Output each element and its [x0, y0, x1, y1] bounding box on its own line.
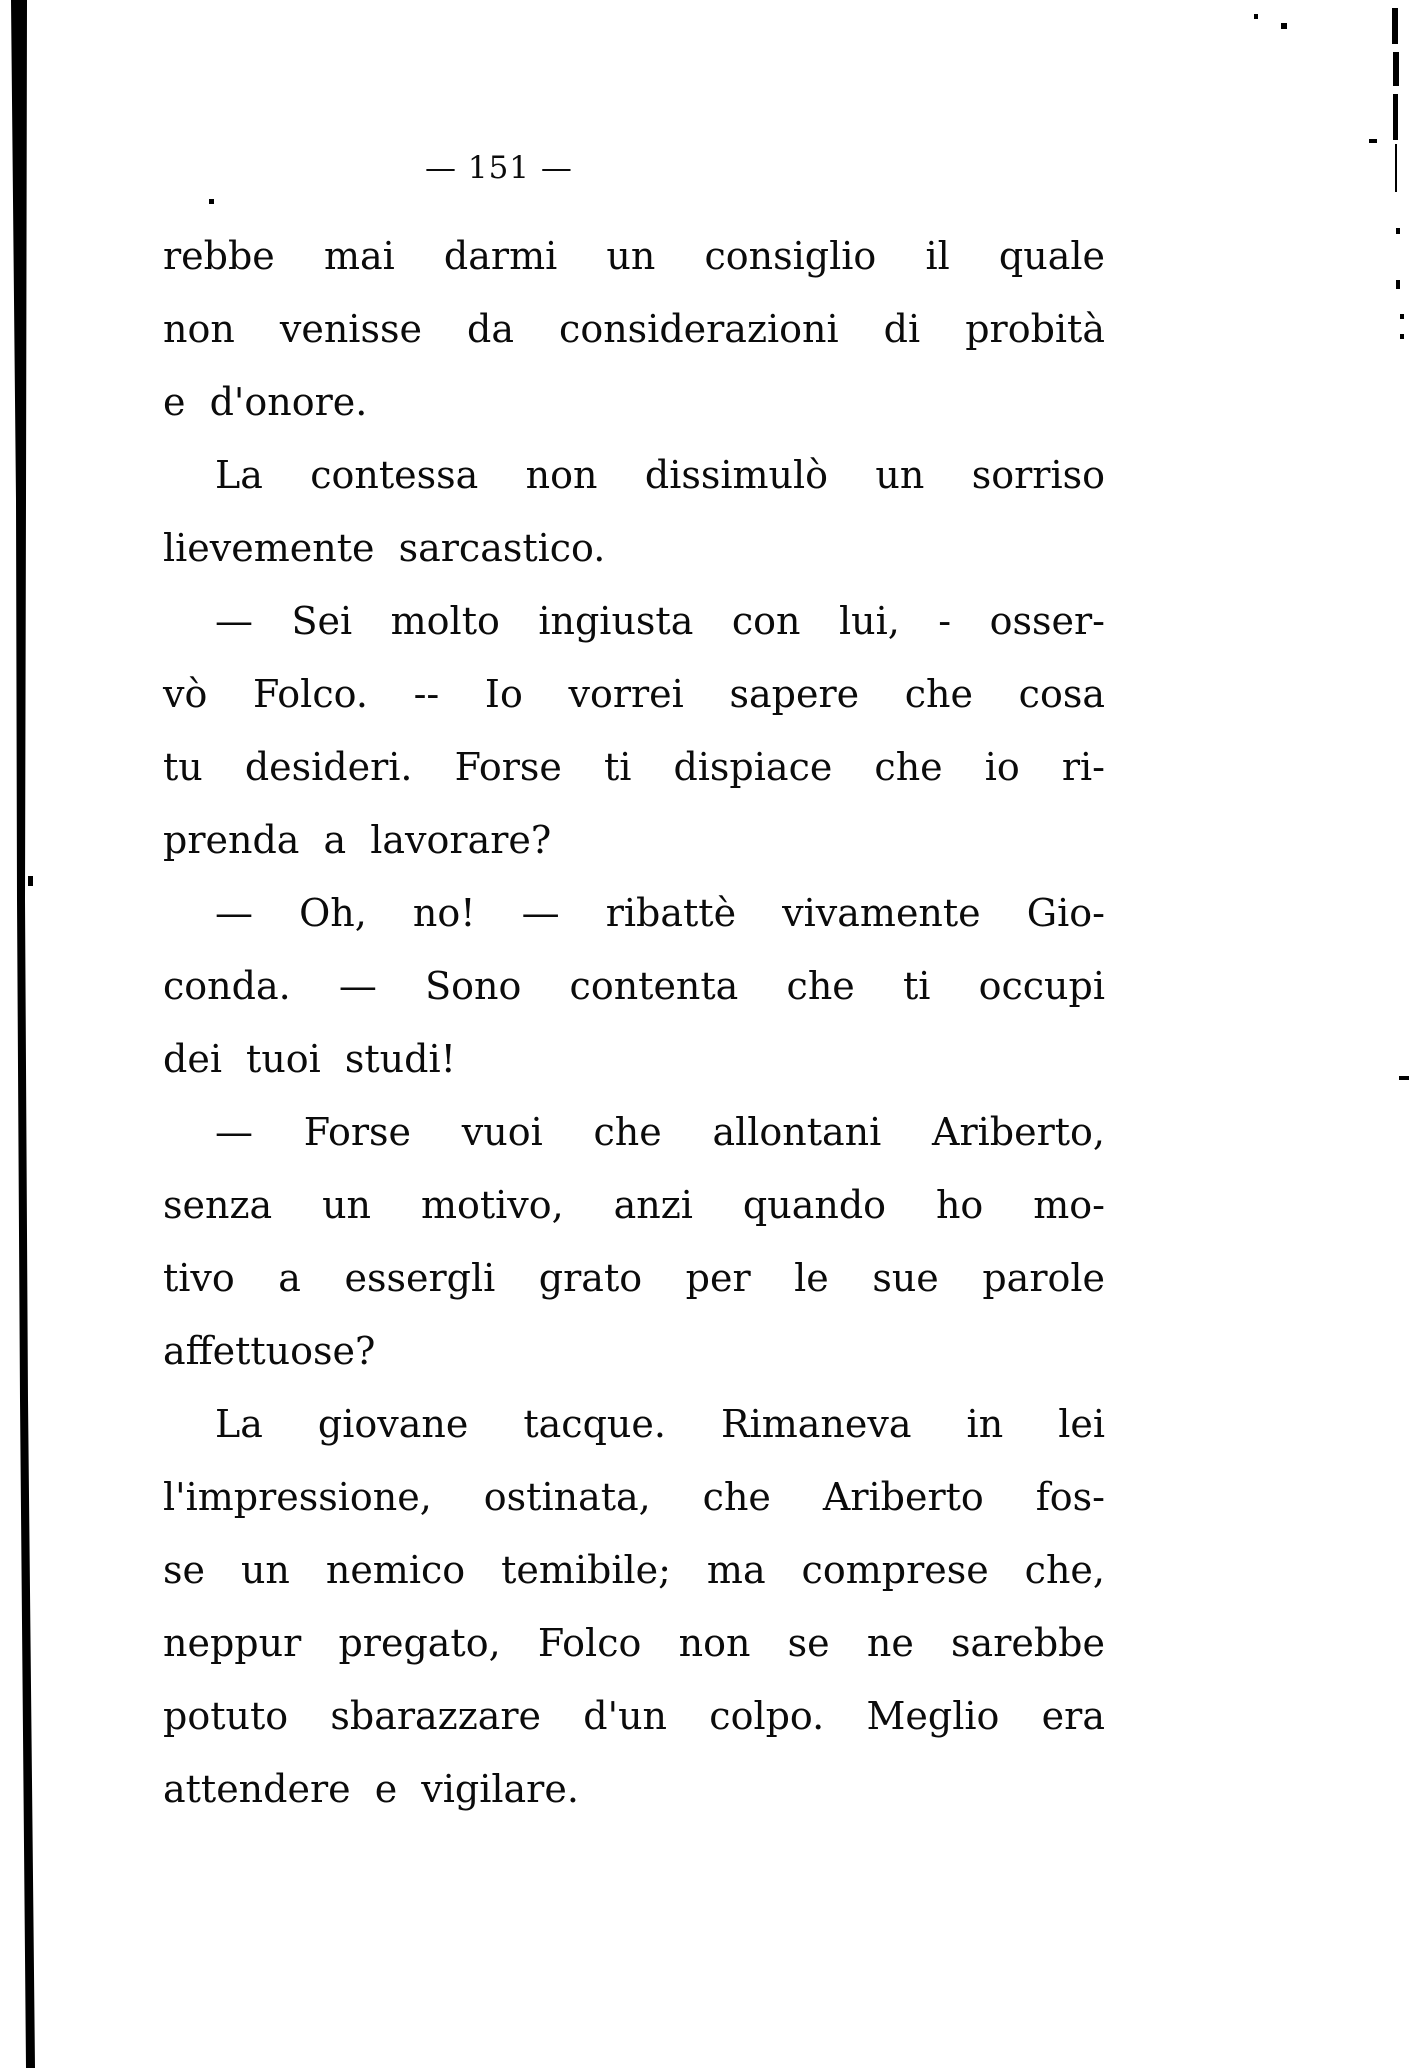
speck-artifact [1400, 314, 1404, 319]
text-line: rebbe mai darmi un consiglio il quale [163, 234, 1105, 278]
text-line: se un nemico temibile; ma comprese che, [163, 1548, 1105, 1592]
speck-artifact [1281, 23, 1287, 29]
text-line: La contessa non dissimulò un sorriso [215, 453, 1105, 497]
text-line: l'impressione, ostinata, che Ariberto fos- [163, 1475, 1105, 1519]
text-line: dei tuoi studi! [163, 1037, 456, 1081]
text-line: conda. — Sono contenta che ti occupi [163, 964, 1105, 1008]
text-line: — Sei molto ingiusta con lui, - osser- [215, 599, 1105, 643]
text-line: — Oh, no! — ribattè vivamente Gio- [215, 891, 1105, 935]
speck-artifact [1254, 14, 1258, 19]
speck-artifact [28, 876, 33, 886]
text-line: neppur pregato, Folco non se ne sarebbe [163, 1621, 1105, 1665]
right-edge-bar-artifact [1393, 52, 1399, 86]
text-line: attendere e vigilare. [163, 1767, 579, 1811]
text-line: tu desideri. Forse ti dispiace che io ri- [163, 745, 1105, 789]
speck-artifact [1399, 1076, 1409, 1080]
text-line: La giovane tacque. Rimaneva in lei [215, 1402, 1105, 1446]
text-line: senza un motivo, anzi quando ho mo- [163, 1183, 1105, 1227]
text-line: potuto sbarazzare d'un colpo. Meglio era [163, 1694, 1105, 1738]
text-line: non venisse da considerazioni di probità [163, 307, 1105, 351]
text-line: vò Folco. -- Io vorrei sapere che cosa [163, 672, 1105, 716]
text-line: prenda a lavorare? [163, 818, 552, 862]
text-line: lievemente sarcastico. [163, 526, 606, 570]
text-line: e d'onore. [163, 380, 368, 424]
speck-artifact [1396, 228, 1400, 234]
right-edge-bar-artifact [1392, 8, 1398, 44]
body-text [163, 220, 1105, 1826]
text-line: affettuose? [163, 1329, 376, 1373]
speck-artifact [209, 199, 214, 204]
right-edge-line-artifact [1395, 144, 1397, 192]
left-gutter-bar-artifact [11, 0, 35, 2068]
text-line: tivo a essergli grato per le sue parole [163, 1256, 1105, 1300]
speck-artifact [1396, 280, 1400, 289]
page-number: — 151 — [425, 150, 573, 186]
text-line: — Forse vuoi che allontani Ariberto, [215, 1110, 1105, 1154]
speck-artifact [1400, 334, 1404, 339]
right-edge-bar-artifact [1393, 94, 1398, 140]
right-edge-tick-artifact [1369, 139, 1377, 143]
